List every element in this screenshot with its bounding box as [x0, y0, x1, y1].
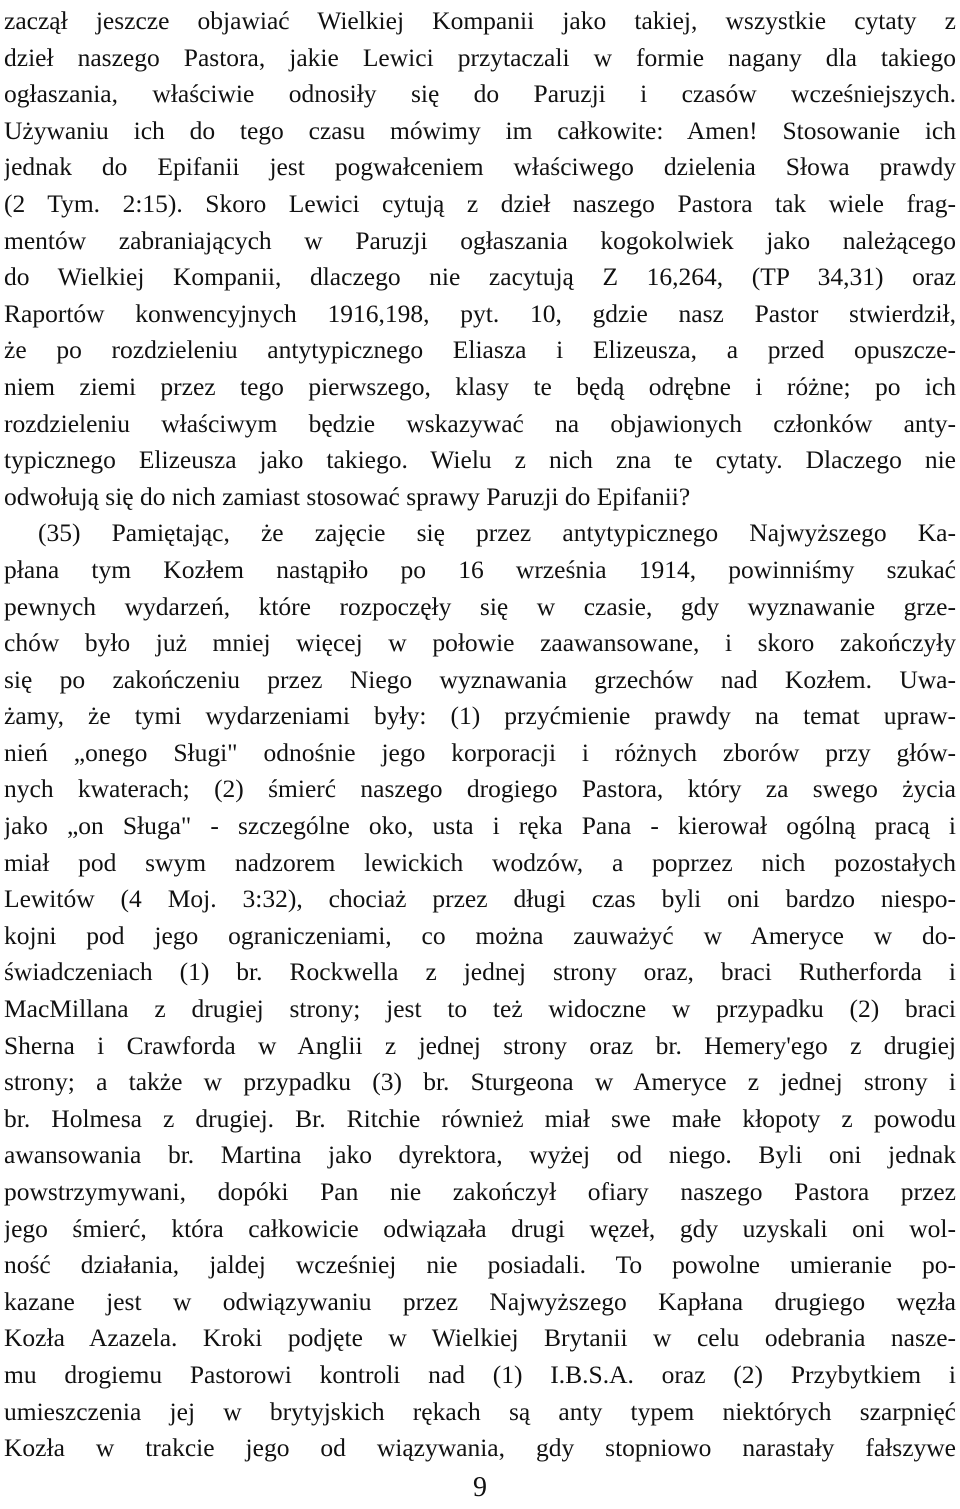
text-line: Sherna i Crawforda w Anglii z jednej strony oraz br. Hemery'ego z drugiej	[4, 1030, 956, 1060]
text-line: strony; a także w przypadku (3) br. Sturgeona w Ameryce z jednej strony i	[4, 1067, 956, 1097]
text-line: się po zakończeniu przez Niego wyznawania grzechów nad Kozłem. Uwa-	[4, 664, 956, 694]
text-line: pewnych wydarzeń, które rozpoczęły się w czasie, gdy wyznawanie grze-	[4, 591, 956, 621]
text-line: ogłaszania, właściwie odnosiły się do Paruzji i czasów wcześniejszych.	[4, 79, 956, 109]
text-line: powstrzymywani, dopóki Pan nie zakończył ofiary naszego Pastora przez	[4, 1177, 956, 1206]
text-line: umieszczenia jej w brytyjskich rękach są anty typem niektórych szarpnięć	[4, 1396, 956, 1426]
text-line: Lewitów (4 Moj. 3:32), chociaż przez długi czas byli oni bardzo niespo-	[4, 884, 956, 914]
text-line: jego śmierć, która całkowicie odwiązała drugi węzeł, gdy uzyskali oni wol-	[4, 1213, 956, 1243]
text-line: Raportów konwencyjnych 1916,198, pyt. 10, gdzie nasz Pastor stwierdził,	[4, 298, 956, 328]
text-line: jednak do Epifanii jest pogwałceniem właściwego dzielenia Słowa prawdy	[4, 152, 956, 182]
text-line: mentów zabraniających w Paruzji ogłaszania kogokolwiek jako należącego	[4, 225, 956, 255]
text-line: płana tym Kozłem nastąpiło po 16 września 1914, powinniśmy szukać	[4, 554, 956, 584]
text-line: świadczeniach (1) br. Rockwella z jednej strony oraz, braci Rutherforda i	[4, 957, 956, 987]
text-line: chów było już mniej więcej w połowie zaawansowane, i skoro zakończyły	[4, 628, 956, 658]
text-line: mu drogiemu Pastorowi kontroli nad (1) I.B.S.A. oraz (2) Przybytkiem i	[4, 1359, 956, 1389]
text-line: rozdzieleniu właściwym będzie wskazywać na objawionych członków anty-	[4, 408, 956, 438]
paragraph-1	[4, 3, 956, 515]
text-line: Kozła w trakcie jego od wiązywania, gdy stopniowo narastały fałszywe	[4, 1433, 956, 1463]
text-line: żamy, że tymi wydarzeniami były: (1) przyćmienie prawdy na temat upraw-	[4, 701, 956, 731]
text-line: niem ziemi przez tego pierwszego, klasy te będą odrębne i różne; po ich	[4, 371, 956, 401]
text-line: zaczął jeszcze objawiać Wielkiej Kompanii jako takiej, wszystkie cytaty z	[4, 6, 956, 35]
text-line: odwołują się do nich zamiast stosować sprawy Paruzji do Epifanii?	[4, 481, 691, 511]
text-line: br. Holmesa z drugiej. Br. Ritchie również miał swe małe kłopoty z powodu	[4, 1103, 956, 1133]
text-line: awansowania br. Martina jako dyrektora, wyżej od niego. Byli oni jednak	[4, 1140, 956, 1170]
text-line: nień „onego Sługi" odnośnie jego korporacji i różnych zborów przy głów-	[4, 737, 956, 767]
text-line: ność działania, jaldej wcześniej nie posiadali. To powolne umieranie po-	[4, 1250, 956, 1280]
text-line: MacMillana z drugiej strony; jest to też widoczne w przypadku (2) braci	[4, 994, 956, 1024]
text-line: typicznego Elizeusza jako takiego. Wielu z nich zna te cytaty. Dlaczego nie	[4, 445, 956, 475]
page-number: 9	[473, 1472, 487, 1503]
text-line: dzieł naszego Pastora, jakie Lewici przytaczali w formie nagany dla takiego	[4, 42, 956, 72]
text-line: miał pod swym nadzorem lewickich wodzów, a poprzez nich pozostałych	[4, 847, 956, 877]
text-line: (2 Tym. 2:15). Skoro Lewici cytują z dzieł naszego Pastora tak wiele frag-	[4, 188, 956, 218]
text-line: kazane jest w odwiązywaniu przez Najwyższego Kapłana drugiego węzła	[4, 1286, 956, 1316]
text-line: kojni pod jego ograniczeniami, co można zauważyć w Ameryce w do-	[4, 920, 956, 950]
text-line: Używaniu ich do tego czasu mówimy im całkowite: Amen! Stosowanie ich	[4, 115, 956, 145]
text-line: jako „on Sługa" - szczególne oko, usta i ręka Pana - kierował ogólną pracą i	[4, 811, 956, 841]
text-line: nych kwaterach; (2) śmierć naszego drogiego Pastora, który za swego życia	[4, 774, 956, 804]
text-line: Kozła Azazela. Kroki podjęte w Wielkiej Brytanii w celu odebrania nasze-	[4, 1323, 956, 1353]
paragraph-2	[4, 515, 956, 1466]
body-text	[4, 3, 956, 1467]
text-line: (35) Pamiętając, że zajęcie się przez antytypicznego Najwyższego Ka-	[38, 518, 956, 548]
text-line: do Wielkiej Kompanii, dlaczego nie zacytują Z 16,264, (TP 34,31) oraz	[4, 262, 956, 292]
text-line: że po rozdzieleniu antytypicznego Eliasza i Elizeusza, a przed opuszcze-	[4, 335, 956, 365]
